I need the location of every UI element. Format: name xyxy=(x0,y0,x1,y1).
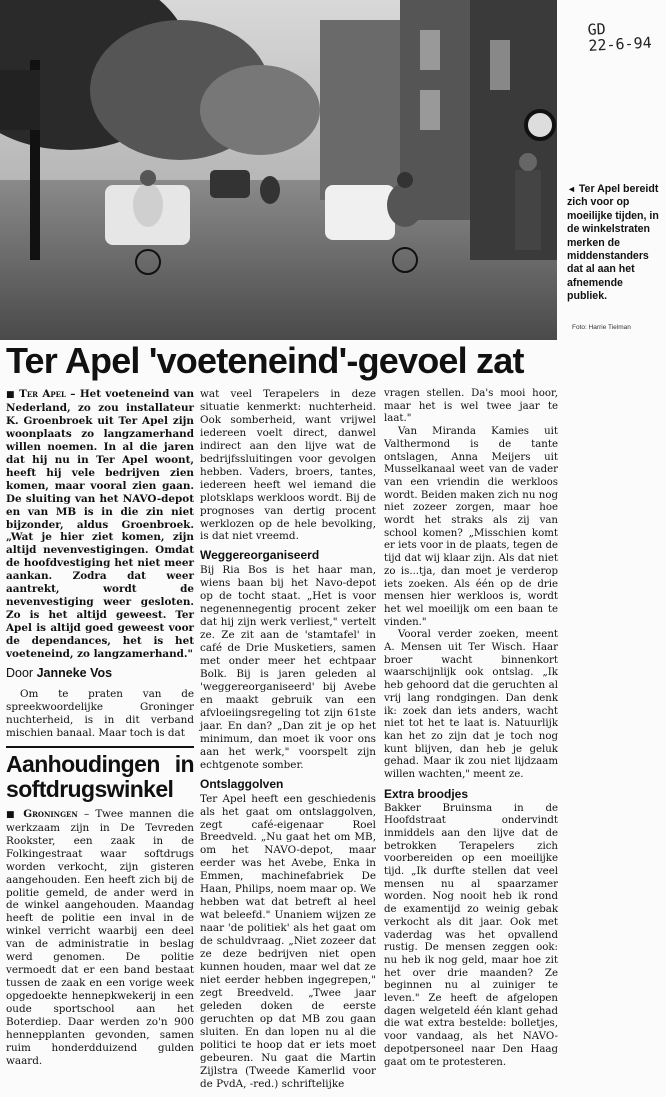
section-divider xyxy=(6,746,194,748)
main-headline: Ter Apel 'voeteneind'-gevoel zat xyxy=(6,340,524,381)
body-paragraph-3: Ter Apel heeft een geschiedenis als het gaat om ontslaggolven, zegt café-eigenaar Roel Breedveld. „Nu gaat het om MB, om het NAVO-depot, maar eerder was het Avebe, Enka in Emmen, machinefabriek De Haan, Philips, noem maar op. We hebben wat dat betreft al heel wat beleefd." Unaniem wijzen ze naar 'de politiek' als het gaat om de schuldvraag. „Niet zozeer dat ze deze bedrijven niet open kunnen houden, maar wel dat ze niet eerder hebben ingegrepen," zegt Breedveld. „Twee jaar geleden doken de eerste geruchten op dat MB zou gaan sluiten. En dan lopen nu al die politici te hoop dat er iets moet gebeuren. Nu gaat die Martin Zijlstra (Tweede Kamerlid voor de PvdA, -red.) schriftelijke xyxy=(200,792,376,1090)
street-scene-photo xyxy=(0,0,557,340)
square-bullet-icon: ■ xyxy=(6,390,20,400)
caption-text: Ter Apel bereidt zich voor op moeilijke tijden, in de winkelstraten merken de middenstanders dat al aan het afnemende publiek. xyxy=(567,183,659,303)
photo-caption xyxy=(567,183,663,304)
lead-paragraph xyxy=(6,388,194,661)
byline xyxy=(6,667,194,680)
subhead-weggereorganiseerd: Weggereorganiseerd xyxy=(200,548,320,563)
annotation-line-2: 22-6-94 xyxy=(587,33,653,55)
caption-arrow-icon: ◄ xyxy=(567,184,576,194)
lead-text: – Het voeteneind van Nederland, zo zou installateur K. Groenbroek uit Ter Apel zijn woonplaats zo langzamerhand willen noemen. In al die jaren dat hij nu in Ter Apel woont, heeft hij vele bedrijven zien komen, maar vooral zien gaan. De sluiting van het NAVO-depot en van MB is in die zin niet bijzonder, aldus Groenbroek. „Wat je hier ziet komen, zijn altijd nevenvestigingen. Omdat de hoofdvestiging het niet meer aankan. Zodra dat weer aantrekt, wordt de nevenvestiging weer gesloten. Zo is het altijd geweest. Ter Apel is altijd goed geweest voor de dependances, het is het voeteneind, zo langzamerhand." xyxy=(6,388,195,661)
byline-author: Janneke Vos xyxy=(36,666,113,681)
photo-credit: Foto: Harrie Tielman xyxy=(572,324,631,331)
subhead-extra-broodjes: Extra broodjes xyxy=(384,786,469,801)
subhead-ontslaggolven: Ontslaggolven xyxy=(200,776,284,791)
body-paragraph-4: Van Miranda Kamies uit Valthermond is de tante ontslagen, Anna Meijers uit Musselkanaal weet van de vader van een vriendin die werkloos wordt. Beiden maken zich nu nog niet zozeer zorgen, maar hoe wordt het straks als zij van school komen? „Misschien komt er iets voor in de plaats, tegen de tijd dat wij klaar zijn. Als dat niet zo is...tja, dan moet je verderop iets zoeken. Als één op de drie mensen hier werkloos is, wordt het wel moeilijk om een baan te vinden." xyxy=(384,426,558,628)
second-article-text: – Twee mannen die werkzaam zijn in De Tevreden Rookster, een zaak in de Folkingestraat waar softdrugs worden verkocht, zijn gisteren aangehouden. Een heeft zich bij de politie gemeld, de ander werd in de winkel aangehouden. Maandag heeft de politie een inval in de winkel verricht waarbij een deel van de administratie in beslag werd genomen. De politie vermoedt dat er een band bestaat tussen de zaak en een vorige week opgedoekte hennepkwekerij in een oude sportschool aan het Boterdiep. Daar werden zo'n 900 hennepplanten gevonden, samen ruim honderdduizend gulden waard. xyxy=(6,807,194,1067)
body-paragraph-1: Om te praten van de spreekwoordelijke Groninger nuchterheid, is in dit verband mischien banaal. Maar toch is dat xyxy=(6,687,194,739)
street-photo-graphic xyxy=(0,0,557,340)
column-2 xyxy=(200,388,376,1091)
body-paragraph-5: Vooral verder zoeken, meent A. Mensen uit Ter Wisch. Haar broer wacht binnenkort waarschijnlijk ook ontslag. „Ik heb gehoord dat die geruchten al vrij lang rondgingen. Dan denk ik: zoek dan iets anders, wacht niet tot het te laat is. Natuurlijk kan het zo zijn dat je toch nog kunt blijven, dan heb je geluk gehad. Maar ik zou niet lijdzaam willen wachten," meent ze. xyxy=(384,629,558,781)
column-3 xyxy=(384,388,558,1069)
handwritten-date-annotation xyxy=(587,18,659,54)
dateline: Ter Apel xyxy=(19,388,66,400)
body-paragraph-2: Bij Ria Bos is het haar man, wiens baan bij het Navo-depot op de tocht staat. „Het is voor negenennegentig procent zeker dat hij zijn werk verliest," vertelt ze. Ze zit aan de 'stamtafel' in café de Drie Musketiers, samen met onder meer het echtpaar Bolk. Bij is jaren geleden al 'weggereorganiseerd' bij Avebe en maakt gebruik van een afvloeiingsregeling tot zijn 61ste jaar. En dan? „Dan zit je op het minimum, dan moet ik voor ons aan het werk," voorspelt zijn echtgenote somber. xyxy=(200,564,376,771)
second-article-dateline: Groningen xyxy=(23,807,78,820)
body-paragraph-6: Bakker Bruinsma in de Hoofdstraat ondervindt inmiddels aan den lijve dat de betrokken Terapelers zich voorbereiden op een moeilijke tijd. „Ik durfte stellen dat veel mensen nu al spaarzamer worden. Nog nooit heb ik rond de examentijd zo weinig gebak verkocht als dit jaar. Ook met vaderdag was het opvallend rustig. De mensen zeggen ook: nu heb ik nog geld, maar hoe zit het over drie maanden? Ze beginnen nu al zuiniger te leven." Ze heeft de afgelopen dagen welgeteld één klant gehad die wat extra bestelde: bolletjes, voor vandaag, als het NAVO-depotpersoneel naar Den Haag gaat om te protesteren. xyxy=(384,802,558,1068)
byline-prefix: Door xyxy=(6,666,37,681)
body-paragraph-1b: wat veel Terapelers in deze situatie kenmerkt: nuchterheid. Ook somberheid, want vrijwel iedereen voelt direct, danwel indirect aan den lijve wat de bedrijfssluitingen voor gevolgen hebben. Vaders, broers, tantes, iedereen heeft wel iemand die plotsklaps werkloos wordt. Bij de prognoses van dertig procent werklozen op de hele bevolking, is dat niet vreemd. xyxy=(200,388,376,543)
annotation-line-1: GD xyxy=(587,19,607,39)
square-bullet-icon: ■ xyxy=(6,809,24,820)
body-paragraph-3b: vragen stellen. Da's mooi hoor, maar het is wel twee jaar te laat." xyxy=(384,388,558,425)
second-article-body xyxy=(6,808,194,1068)
second-article-headline: Aanhoudingen in softdrugswinkel xyxy=(6,750,194,802)
column-1 xyxy=(6,388,194,1068)
